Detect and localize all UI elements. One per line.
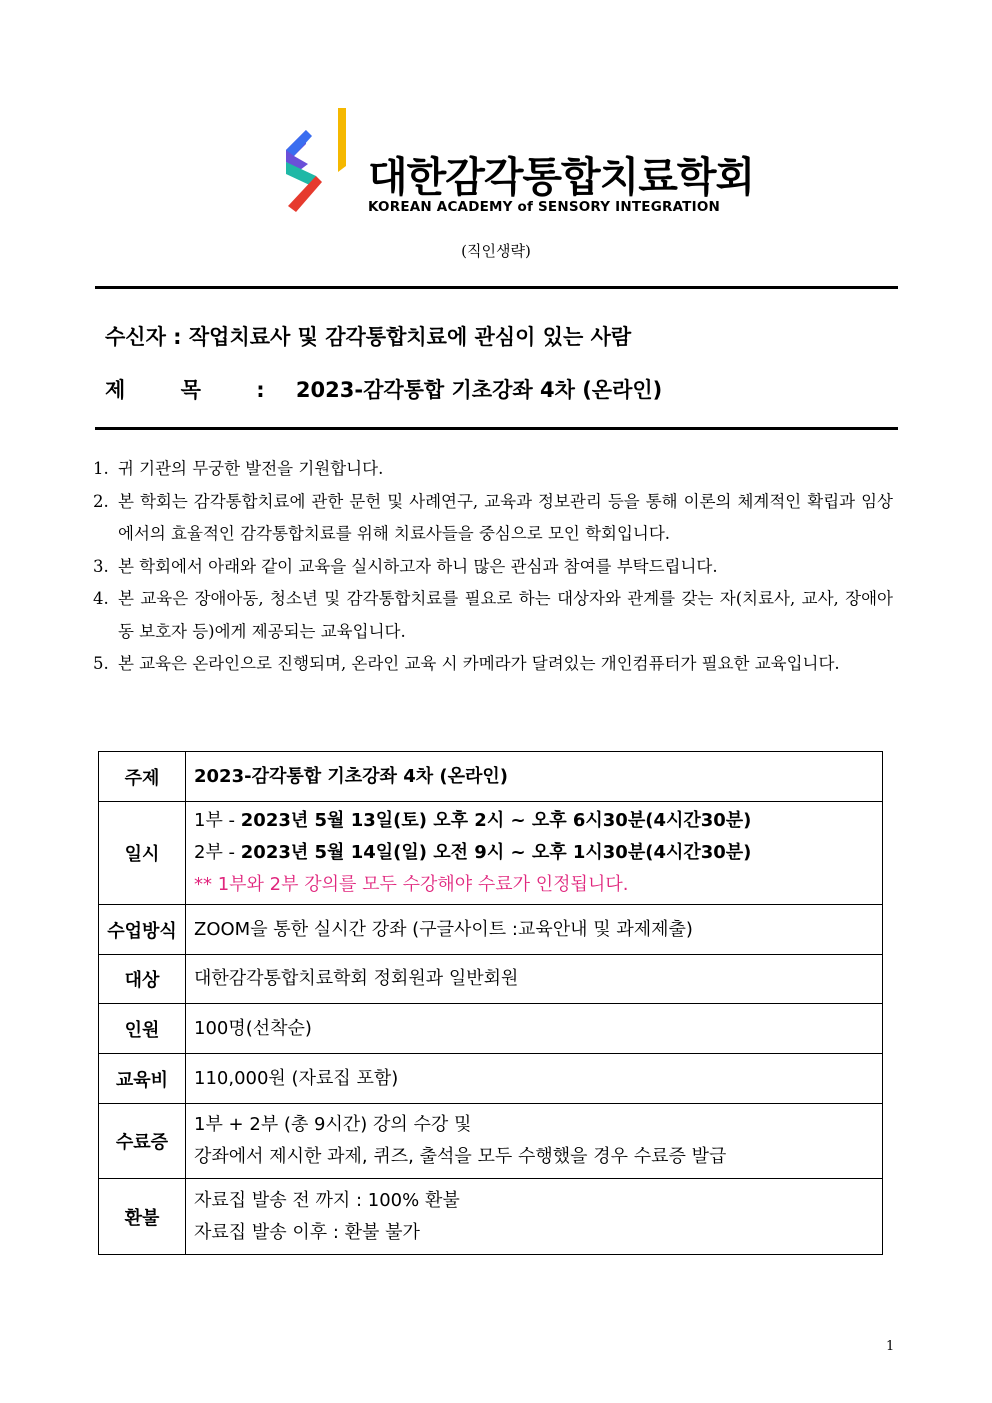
schedule-part1-detail: 2023년 5월 13일(토) 오후 2시 ~ 오후 6시30분(4시간30분): [240, 810, 752, 831]
schedule-note: ** 1부와 2부 강의를 모두 수강해야 수료가 인정됩니다.: [194, 874, 629, 895]
refund-label: 환불: [99, 1179, 186, 1255]
list-item: [93, 486, 893, 551]
table-row: [99, 955, 883, 1004]
page-number: 1: [886, 1339, 895, 1354]
schedule-part2-detail: 2023년 5월 14일(일) 오전 9시 ~ 오후 1시30분(4시간30분): [240, 842, 752, 863]
topic-label: 주제: [99, 752, 186, 802]
list-item-text: 귀 기관의 무궁한 발전을 기원합니다.: [118, 459, 384, 478]
subject-value: 2023-감각통합 기초강좌 4차 (온라인): [295, 378, 663, 402]
list-item-number: 1.: [93, 459, 109, 478]
fee-value: 110,000원 (자료집 포함): [186, 1054, 883, 1104]
table-row: [99, 1104, 883, 1179]
recipient-label: 수신자 :: [105, 325, 182, 349]
schedule-part2-prefix: 2부 -: [194, 842, 241, 863]
refund-value: [186, 1179, 883, 1255]
list-item-number: 4.: [93, 589, 109, 608]
list-item-number: 3.: [93, 556, 109, 576]
table-row: [99, 905, 883, 955]
bottom-divider: [95, 427, 898, 430]
topic-value: 2023-감각통합 기초강좌 4차 (온라인): [186, 752, 883, 802]
list-item-number: 5.: [93, 654, 109, 673]
certificate-line-2: 강좌에서 제시한 과제, 퀴즈, 출석을 모두 수행했을 경우 수료증 발급: [194, 1146, 727, 1167]
academy-logo-mark: [282, 106, 348, 216]
top-divider: [95, 286, 898, 289]
certificate-label: 수료증: [99, 1104, 186, 1179]
list-item: [93, 648, 893, 681]
schedule-part1-prefix: 1부 -: [194, 810, 241, 831]
body-list: [93, 453, 893, 681]
schedule-part2: [194, 837, 874, 869]
list-item-number: 2.: [93, 491, 109, 511]
target-label: 대상: [99, 955, 186, 1004]
org-name-english: KOREAN ACADEMY of SENSORY INTEGRATION: [368, 199, 720, 215]
subject-line: [105, 374, 662, 404]
schedule-value: [186, 802, 883, 905]
list-item: [93, 583, 893, 648]
list-item-text: 본 교육은 온라인으로 진행되며, 온라인 교육 시 카메라가 달려있는 개인컴퓨터가 필요한 교육입니다.: [118, 654, 840, 673]
list-item-text: 본 학회에서 아래와 같이 교육을 실시하고자 하니 많은 관심과 참여를 부탁드립니다.: [118, 556, 718, 576]
recipient-line: [105, 321, 631, 351]
capacity-label: 인원: [99, 1004, 186, 1054]
target-value: 대한감각통합치료학회 정회원과 일반회원: [186, 955, 883, 1004]
schedule-label: 일시: [99, 802, 186, 905]
list-item: [93, 551, 893, 584]
certificate-value: [186, 1104, 883, 1179]
fee-label: 교육비: [99, 1054, 186, 1104]
table-row: [99, 1054, 883, 1104]
table-row: [99, 802, 883, 905]
capacity-value: 100명(선착순): [186, 1004, 883, 1054]
refund-line-2: 자료집 발송 이후 : 환불 불가: [194, 1221, 420, 1243]
method-label: 수업방식: [99, 905, 186, 955]
table-row: [99, 1004, 883, 1054]
subject-label: 제 목 :: [105, 378, 289, 402]
certificate-line-1: 1부 + 2부 (총 9시간) 강의 수강 및: [194, 1114, 472, 1135]
schedule-part1: [194, 805, 874, 837]
list-item-text: 본 학회는 감각통합치료에 관한 문헌 및 사례연구, 교육과 정보관리 등을 통해 이론의 체계적인 확립과 임상에서의 효율적인 감각통합치료를 위해 치료사들을 중심으로 모인 학회입니다.: [118, 491, 893, 543]
org-name-korean: 대한감각통합치료학회: [368, 153, 755, 201]
list-item: [93, 453, 893, 486]
table-row: [99, 752, 883, 802]
method-value: ZOOM을 통한 실시간 강좌 (구글사이트 :교육안내 및 과제제출): [186, 905, 883, 955]
table-row: [99, 1179, 883, 1255]
seal-omitted-note: (직인생략): [461, 242, 531, 260]
list-item-text: 본 교육은 장애아동, 청소년 및 감각통합치료를 필요로 하는 대상자와 관계를 갖는 자(치료사, 교사, 장애아동 보호자 등)에게 제공되는 교육입니다.: [118, 589, 893, 641]
refund-line-1: 자료집 발송 전 까지 : 100% 환불: [194, 1189, 460, 1211]
recipient-value: 작업치료사 및 감각통합치료에 관심이 있는 사람: [188, 325, 632, 349]
course-info-table: [98, 751, 883, 1255]
